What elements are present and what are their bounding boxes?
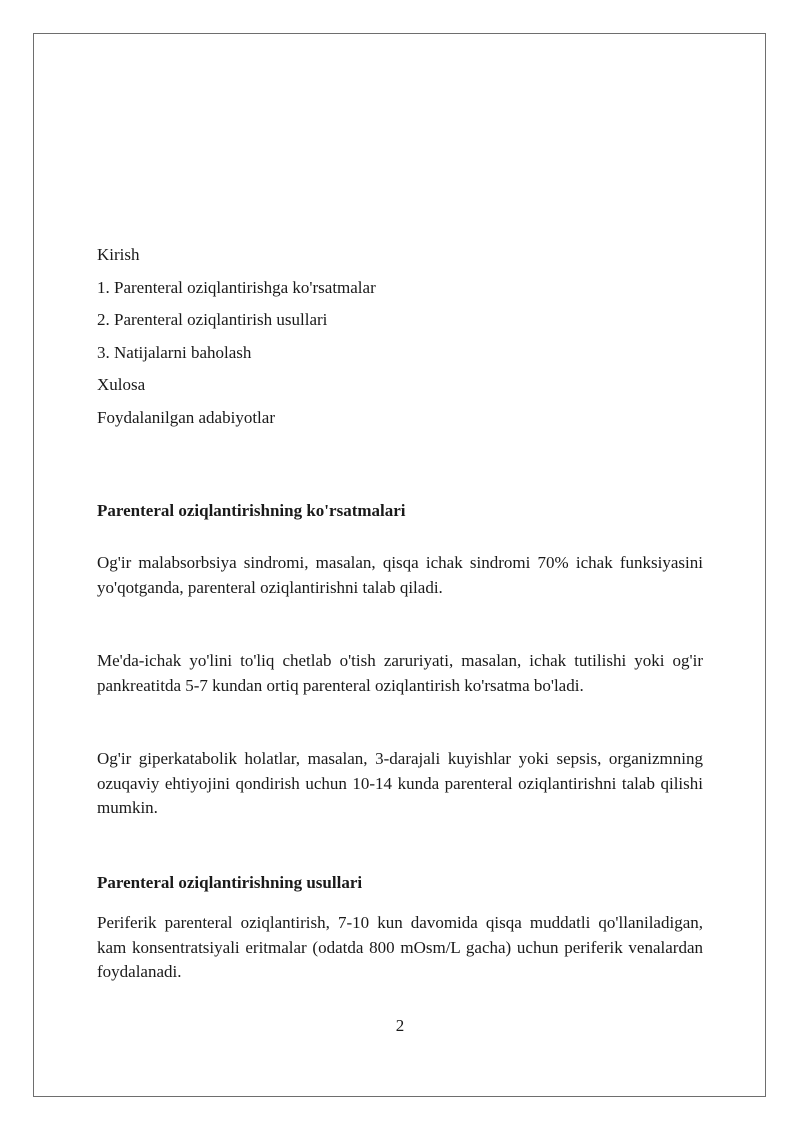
- section-heading-indications: Parenteral oziqlantirishning ko'rsatmalari: [97, 501, 406, 520]
- section-heading-methods: Parenteral oziqlantirishning usullari: [97, 873, 363, 892]
- toc-item-references: Foydalanilgan adabiyotlar: [97, 407, 275, 427]
- paragraph: Me'da-ichak yo'lini to'liq chetlab o'tish zaruriyati, masalan, ichak tutilishi yoki og'ir pankreatitda 5-7 kundan ortiq parenteral oziqlantirish ko'rsatma bo'ladi.: [97, 651, 703, 695]
- toc-item-conclusion: Xulosa: [97, 375, 146, 394]
- table-of-contents: [97, 239, 703, 434]
- page-number: 2: [395, 1016, 405, 1035]
- toc-item-1: 1. Parenteral oziqlantirishga ko'rsatmalar: [97, 277, 376, 297]
- toc-item-2: 2. Parenteral oziqlantirish usullari: [97, 310, 328, 329]
- toc-item-intro: Kirish: [97, 245, 140, 264]
- paragraph: Periferik parenteral oziqlantirish, 7-10 kun davomida qisqa muddatli qo'llaniladigan, kam konsentratsiyali eritmalar (odatda 800 mOsm/L gacha) uchun periferik venalardan foydalanadi.: [97, 913, 703, 981]
- toc-item-3: 3. Natijalarni baholash: [97, 342, 252, 362]
- paragraph: Og'ir giperkatabolik holatlar, masalan, 3-darajali kuyishlar yoki sepsis, organizmning ozuqaviy ehtiyojini qondirish uchun 10-14 kunda parenteral oziqlantirishni talab qilishi mumkin.: [97, 749, 703, 817]
- paragraph: Og'ir malabsorbsiya sindromi, masalan, qisqa ichak sindromi 70% ichak funksiyasini yo'qotganda, parenteral oziqlantirishni talab qiladi.: [97, 553, 703, 597]
